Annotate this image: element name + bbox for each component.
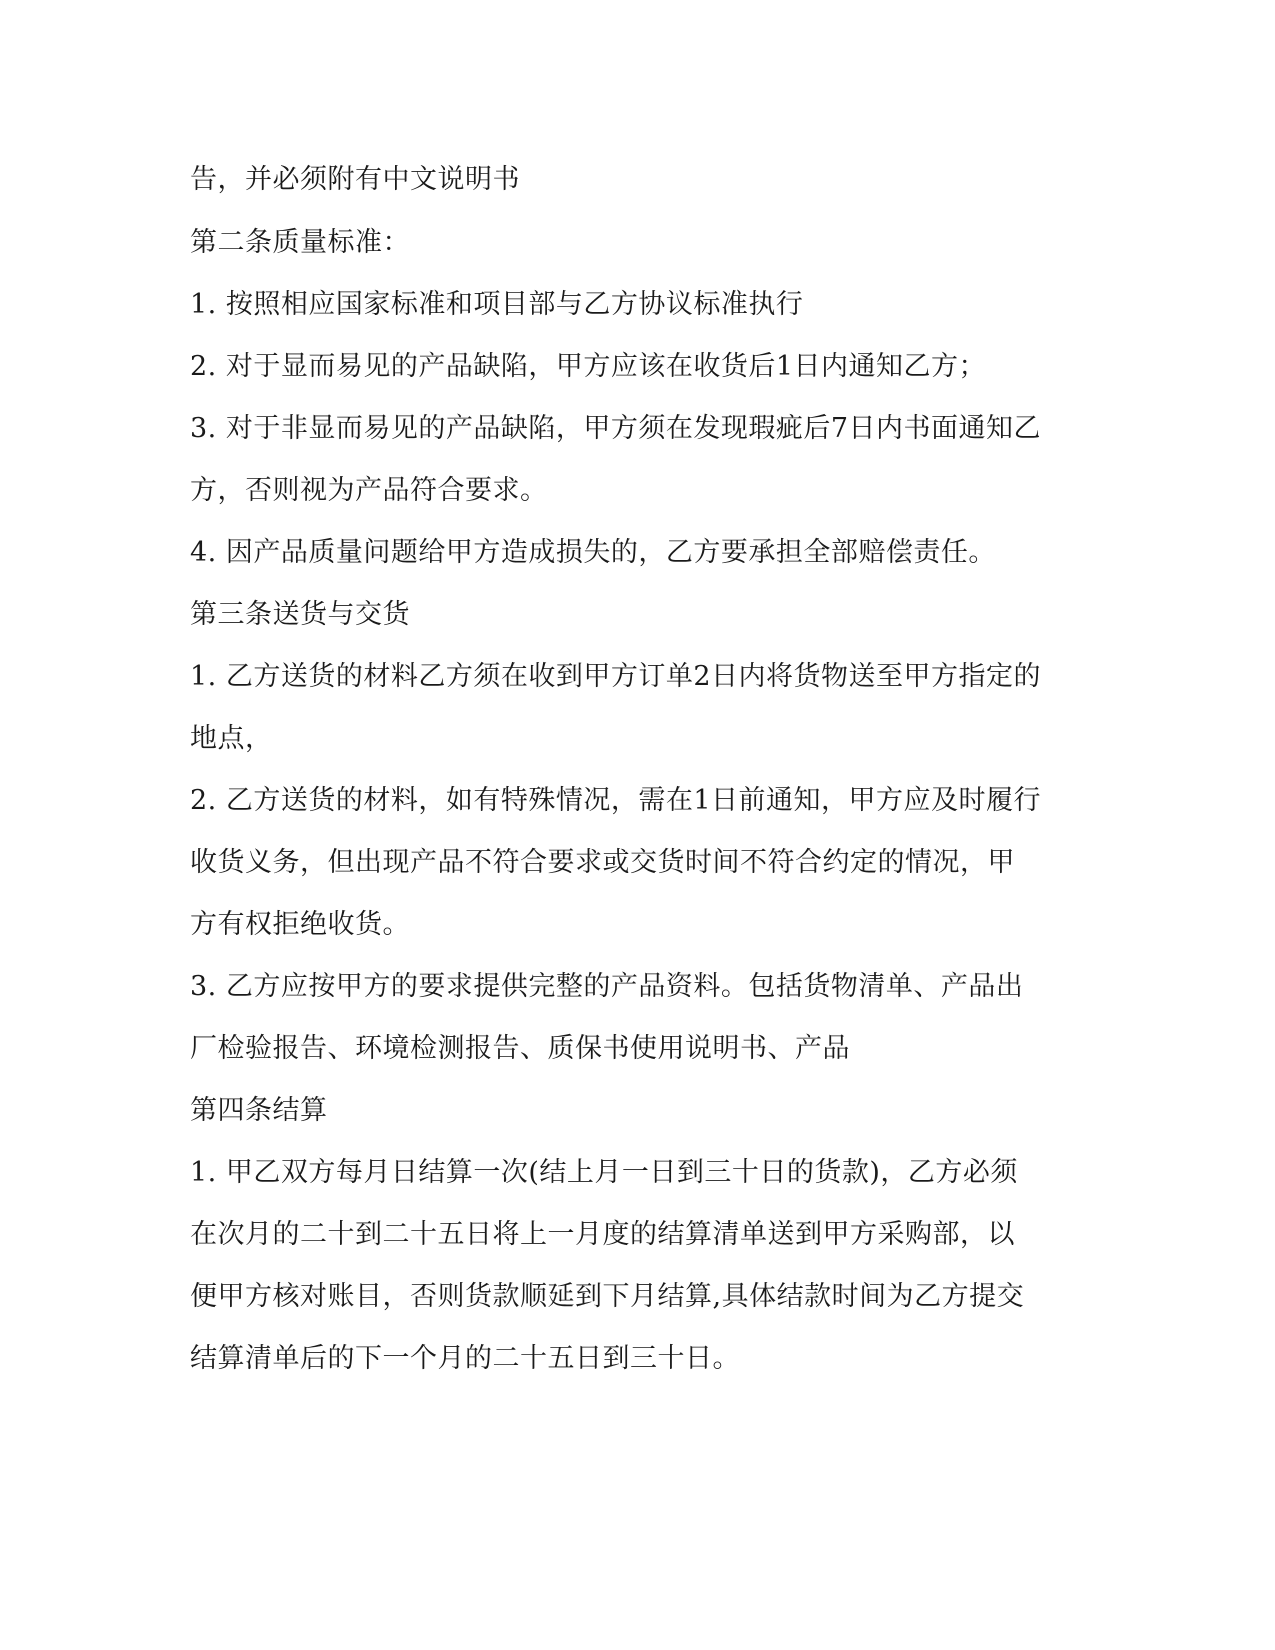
text-line: 地点， — [190, 723, 273, 754]
text-line: 厂检验报告、环境检测报告、质保书使用说明书、产品 — [190, 1033, 850, 1064]
text-line: 1. 乙方送货的材料乙方须在收到甲方订单2日内将货物送至甲方指定的 — [190, 661, 1042, 692]
section-heading: 第二条质量标准： — [190, 227, 410, 258]
text-line: 收货义务，但出现产品不符合要求或交货时间不符合约定的情况，甲 — [190, 847, 1015, 878]
text-line: 结算清单后的下一个月的二十五日到三十日。 — [190, 1343, 740, 1374]
text-line: 1. 按照相应国家标准和项目部与乙方协议标准执行 — [190, 289, 804, 320]
text-line: 2. 乙方送货的材料，如有特殊情况，需在1日前通知，甲方应及时履行 — [190, 785, 1042, 816]
text-line: 3. 对于非显而易见的产品缺陷，甲方须在发现瑕疵后7日内书面通知乙 — [190, 413, 1042, 444]
text-line: 方有权拒绝收货。 — [190, 909, 410, 940]
text-line: 3. 乙方应按甲方的要求提供完整的产品资料。包括货物清单、产品出 — [190, 971, 1024, 1002]
section-heading: 第四条结算 — [190, 1095, 328, 1126]
text-line: 便甲方核对账目，否则货款顺延到下月结算,具体结款时间为乙方提交 — [190, 1281, 1025, 1312]
section-heading: 第三条送货与交货 — [190, 599, 410, 630]
text-line: 告，并必须附有中文说明书 — [190, 164, 520, 195]
text-line: 在次月的二十到二十五日将上一月度的结算清单送到甲方采购部，以 — [190, 1219, 1015, 1250]
text-line: 1. 甲乙双方每月日结算一次(结上月一日到三十日的货款)，乙方必须 — [190, 1157, 1018, 1188]
text-line: 方，否则视为产品符合要求。 — [190, 475, 548, 506]
text-line: 2. 对于显而易见的产品缺陷，甲方应该在收货后1日内通知乙方； — [190, 351, 987, 382]
text-line: 4. 因产品质量问题给甲方造成损失的，乙方要承担全部赔偿责任。 — [190, 537, 996, 568]
